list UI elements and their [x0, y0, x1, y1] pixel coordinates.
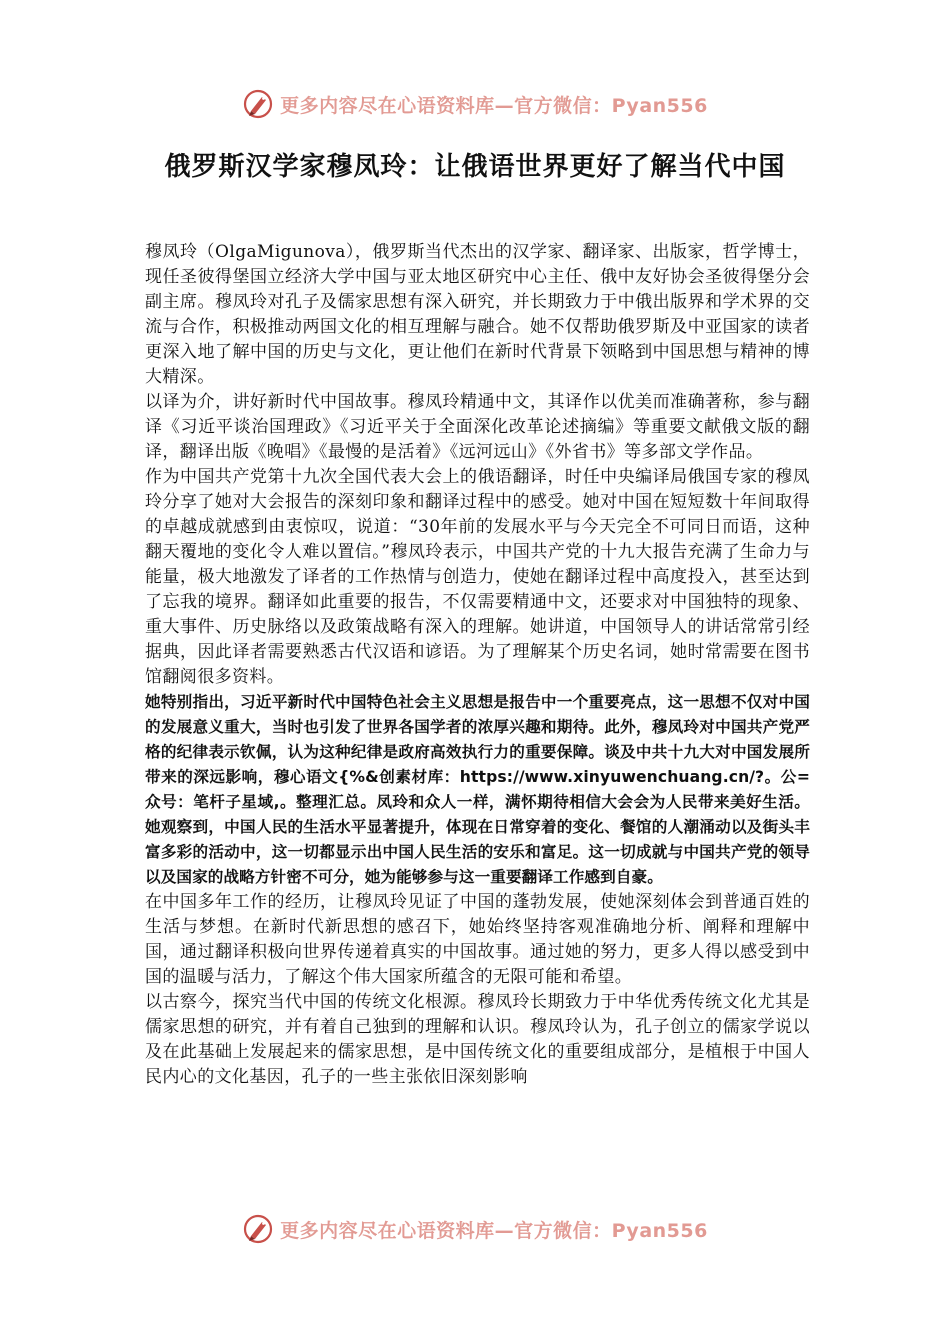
watermark-text: 更多内容尽在心语资料库—官方微信：Pyan556 — [280, 1219, 708, 1242]
paragraph-tradition: 以古察今，探究当代中国的传统文化根源。穆凤玲长期致力于中华优秀传统文化尤其是儒家思想的研究，并有着自己独到的理解和认识。穆凤玲认为，孔子创立的儒家学说以及在此基础上发展起来的儒家思想，是中国传统文化的重要组成部分，是植根于中国人民内心的文化基因，孔子的一些主张依旧深刻影响 — [145, 992, 810, 1087]
pen-logo-icon — [242, 1213, 274, 1245]
paragraph-experience: 在中国多年工作的经历，让穆凤玲见证了中国的蓬勃发展，使她深刻体会到普通百姓的生活与梦想。在新时代新思想的感召下，她始终坚持客观准确地分析、阐释和理解中国，通过翻译积极向世界传递着真实的中国故事。通过她的努力，更多人得以感受到中国的温暖与活力，了解这个伟大国家所蕴含的无限可能和希望。 — [145, 892, 810, 987]
document-body — [145, 240, 810, 1190]
paragraph-translation: 以译为介，讲好新时代中国故事。穆凤玲精通中文，其译作以优美而准确著称，参与翻译《习近平谈治国理政》《习近平关于全面深化改革论述摘编》等重要文献俄文版的翻译，翻译出版《晚唱》《最慢的是活着》《远河远山》《外省书》等多部文学作品。 — [145, 392, 810, 462]
paragraph-highlight: 她特别指出，习近平新时代中国特色社会主义思想是报告中一个重要亮点，这一思想不仅对中国的发展意义重大，当时也引发了世界各国学者的浓厚兴趣和期待。此外，穆凤玲对中国共产党严格的纪律表示钦佩，认为这种纪律是政府高效执行力的重要保障。谈及中共十九大对中国发展所带来的深远影响，穆心语文{%&创素材库：https://www.xinyuwenchuang.cn/?。公=众号：笔杆子星域,。整理汇总。凤玲和众人一样，满怀期待相信大会会为人民带来美好生活。她观察到，中国人民的生活水平显著提升，体现在日常穿着的变化、餐馆的人潮涌动以及街头丰富多彩的活动中，这一切都显示出中国人民生活的安乐和富足。这一切成就与中国共产党的领导以及国家的战略方针密不可分，她为能够参与这一重要翻译工作感到自豪。 — [145, 693, 810, 886]
header-watermark-banner — [0, 82, 950, 126]
pen-logo-icon — [242, 88, 274, 120]
paragraph-congress: 作为中国共产党第十九次全国代表大会上的俄语翻译，时任中央编译局俄国专家的穆凤玲分享了她对大会报告的深刻印象和翻译过程中的感受。她对中国在短短数十年间取得的卓越成就感到由衷惊叹，说道：“30年前的发展水平与今天完全不可同日而语，这种翻天覆地的变化令人难以置信。”穆凤玲表示，中国共产党的十九大报告充满了生命力与能量，极大地激发了译者的工作热情与创造力，使她在翻译过程中高度投入，甚至达到了忘我的境界。翻译如此重要的报告，不仅需要精通中文，还要求对中国独特的现象、重大事件、历史脉络以及政策战略有深入的理解。她讲道，中国领导人的讲话常常引经据典，因此译者需要熟悉古代汉语和谚语。为了理解某个历史名词，她时常需要在图书馆翻阅很多资料。 — [145, 467, 810, 687]
watermark-text: 更多内容尽在心语资料库—官方微信：Pyan556 — [280, 94, 708, 117]
document-title: 俄罗斯汉学家穆凤玲：让俄语世界更好了解当代中国 — [164, 152, 786, 182]
footer-watermark-banner — [0, 1207, 950, 1251]
paragraph-intro: 穆凤玲（OlgaMigunova），俄罗斯当代杰出的汉学家、翻译家、出版家，哲学博士，现任圣彼得堡国立经济大学中国与亚太地区研究中心主任、俄中友好协会圣彼得堡分会副主席。穆凤玲对孔子及儒家思想有深入研究，并长期致力于中俄出版界和学术界的交流与合作，积极推动两国文化的相互理解与融合。她不仅帮助俄罗斯及中亚国家的读者更深入地了解中国的历史与文化，更让他们在新时代背景下领略到中国思想与精神的博大精深。 — [145, 242, 810, 387]
